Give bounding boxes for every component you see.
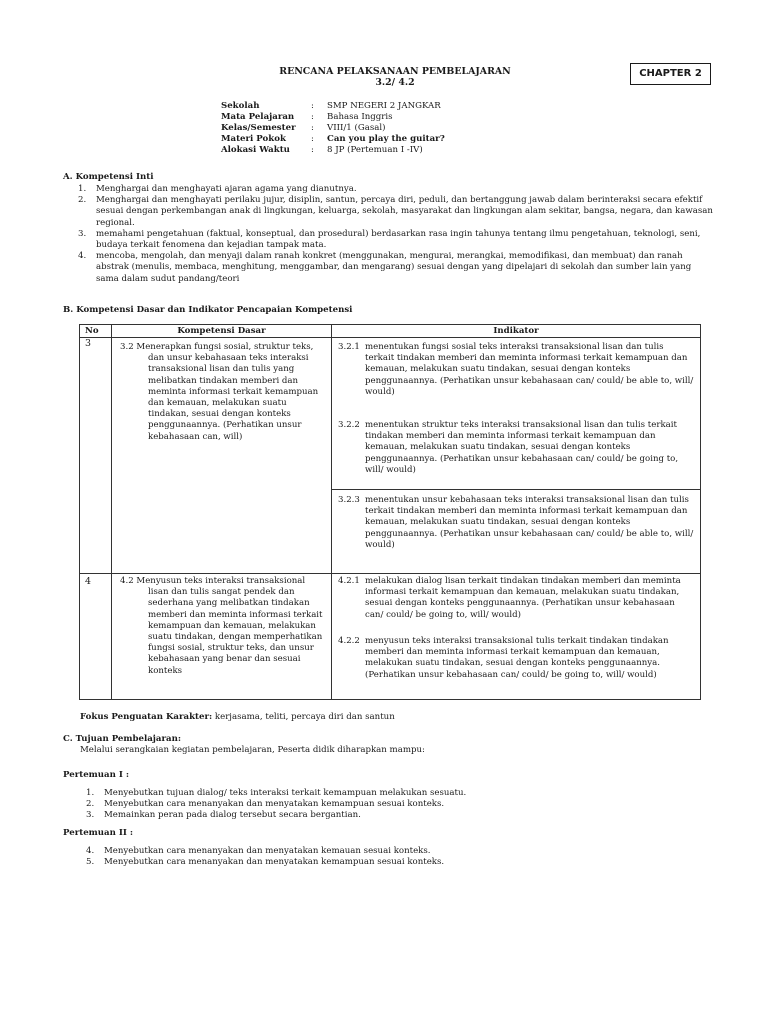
pertemuan-2-heading: Pertemuan II : <box>63 828 134 838</box>
indicator-item <box>332 420 700 476</box>
indicator-code: 3.2.1 <box>338 342 360 352</box>
indikator-cell <box>332 338 701 574</box>
indicator-code: 4.2.1 <box>338 576 360 586</box>
section-a-heading: A. Kompetensi Inti <box>63 172 154 182</box>
list-text: Menyebutkan cara menanyakan dan menyatakan kemampuan sesuai konteks. <box>104 799 445 810</box>
list-item <box>86 799 686 810</box>
list-text: memahami pengetahuan (faktual, konseptual, dan prosedural) berdasarkan rasa ingin tahunya tentang ilmu pengetahuan, teknologi, seni, budaya terkait fenomena dan kejadian tampak mata. <box>96 228 701 251</box>
list-text: Menyebutkan cara menanyakan dan menyatakan kemampuan sesuai konteks. <box>104 857 445 868</box>
section-c-intro: Melalui serangkaian kegiatan pembelajaran, Peserta didik diharapkan mampu: <box>80 745 425 755</box>
identity-separator: : <box>311 145 314 155</box>
identity-value: VIII/1 (Gasal) <box>327 123 386 133</box>
list-number: 4. <box>78 251 87 262</box>
kompetensi-table <box>79 324 701 700</box>
indicator-item <box>332 495 700 551</box>
table-row <box>80 338 701 574</box>
identity-separator: : <box>311 134 314 144</box>
fokus-label: Fokus Penguatan Karakter: <box>80 712 213 722</box>
identity-separator: : <box>311 112 314 122</box>
list-number: 5. <box>86 857 95 868</box>
document-title: RENCANA PELAKSANAAN PEMBELAJARAN <box>279 66 511 77</box>
section-c-heading: C. Tujuan Pembelajaran: <box>63 734 181 744</box>
list-number: 2. <box>78 195 87 206</box>
header-kd: Kompetensi Dasar <box>112 325 332 338</box>
kompetensi-inti-list <box>78 184 714 285</box>
list-item <box>86 788 686 799</box>
indicator-code: 4.2.2 <box>338 636 360 646</box>
list-number: 1. <box>86 788 95 798</box>
indicator-block <box>332 338 700 416</box>
chapter-label: CHAPTER 2 <box>630 63 711 85</box>
document-subtitle: 3.2/ 4.2 <box>375 77 415 88</box>
list-text: Menghargai dan menghayati ajaran agama yang dianutnya. <box>96 184 357 194</box>
fokus-penguatan <box>80 712 716 723</box>
kd-cell <box>112 574 332 700</box>
indicator-text: menyusun teks interaksi transaksional tulis terkait tindakan tindakan memberi dan meminta informasi terkait kemampuan dan kemauan, melakukan suatu tindakan, sesuai dengan konteks penggunaannya. (Perhatikan unsur kebahasaan can/ could/ be going to, will/ would) <box>365 636 669 680</box>
list-number: 3. <box>86 810 95 821</box>
row-number: 4 <box>80 574 112 700</box>
list-item <box>86 810 686 821</box>
identity-value: Bahasa Inggris <box>327 112 393 122</box>
list-item <box>78 251 714 285</box>
row-number: 3 <box>80 338 112 574</box>
kd-text: 3.2 Menerapkan fungsi sosial, struktur teks, dan unsur kebahasaan teks interaksi transaksional lisan dan tulis yang melibatkan tindakan memberi dan meminta informasi terkait kemampuan dan kemauan, melakukan suatu tindakan, sesuai dengan konteks penggunaannya. (Perhatikan unsur kebahasaan can, will) <box>120 342 319 442</box>
list-text: Memainkan peran pada dialog tersebut secara bergantian. <box>104 810 361 821</box>
list-item <box>86 857 686 868</box>
indicator-item <box>332 636 700 681</box>
identity-value: Can you play the guitar? <box>327 134 445 144</box>
indicator-code: 3.2.3 <box>338 495 360 505</box>
list-number: 1. <box>78 184 87 194</box>
section-b-heading: B. Kompetensi Dasar dan Indikator Pencapaian Kompetensi <box>63 305 353 315</box>
list-text: Menyebutkan tujuan dialog/ teks interaksi terkait kemampuan melakukan sesuatu. <box>104 788 467 798</box>
identity-label: Mata Pelajaran <box>221 112 295 122</box>
kd-cell <box>112 338 332 574</box>
indicator-text: menentukan unsur kebahasaan teks interaksi transaksional lisan dan tulis terkait tindakan memberi dan meminta informasi terkait kemampuan dan kemauan, melakukan suatu tindakan, sesuai dengan konteks penggunaannya. (Perhatikan unsur kebahasaan can/ could/ be able to, will/ would) <box>365 495 694 550</box>
list-number: 2. <box>86 799 95 810</box>
list-text: mencoba, mengolah, dan menyaji dalam ranah konkret (menggunakan, mengurai, merangkai, memodifikasi, dan membuat) dan ranah abstrak (menulis, membaca, menghitung, menggambar, dan mengarang) sesuai dengan yang dipelajari di sekolah dan sumber lain yang sama dalam sudut pandang/teori <box>96 251 692 284</box>
indicator-text: melakukan dialog lisan terkait tindakan tindakan memberi dan meminta informasi terkait kemampuan dan kemauan, melakukan suatu tindakan, sesuai dengan konteks penggunaannya. (Perhatikan unsur kebahasaan can/ could/ be going to, will/ would) <box>365 576 681 620</box>
identity-label: Sekolah <box>221 101 260 111</box>
list-item <box>86 846 686 857</box>
list-text: Menyebutkan cara menanyakan dan menyatakan kemauan sesuai konteks. <box>104 846 431 856</box>
kd-text: 4.2 Menyusun teks interaksi transaksional lisan dan tulis sangat pendek dan sederhana yang melibatkan tindakan memberi dan meminta informasi terkait kemampuan dan kemauan, melakukan suatu tindakan, dengan memperhatikan fungsi sosial, struktur teks, dan unsur kebahasaan yang benar dan sesuai konteks <box>120 576 323 676</box>
header-no: No <box>80 325 112 338</box>
pertemuan-1-list <box>86 788 686 822</box>
indicator-text: menentukan struktur teks interaksi transaksional lisan dan tulis terkait tindakan memberi dan meminta informasi terkait kemampuan dan kemauan, melakukan suatu tindakan, sesuai dengan konteks penggunaannya. (Perhatikan unsur kebahasaan can/ could/ be going to, will/ would) <box>365 420 679 475</box>
identity-separator: : <box>311 123 314 133</box>
list-item <box>78 195 714 229</box>
identity-label: Materi Pokok <box>221 134 286 144</box>
indicator-text: menentukan fungsi sosial teks interaksi transaksional lisan dan tulis terkait tindakan memberi dan meminta informasi terkait kemampuan dan kemauan, melakukan suatu tindakan, sesuai dengan konteks penggunaannya. (Perhatikan unsur kebahasaan can/ could/ be able to, will/ would) <box>365 342 694 397</box>
indicator-item <box>332 342 700 398</box>
list-text: Menghargai dan menghayati perilaku jujur, disiplin, santun, percaya diri, peduli, dan bertanggung jawab dalam berinteraksi secara efektif sesuai dengan perkembangan anak di lingkungan, keluarga, sekolah, masyarakat dan lingkungan alam sekitar, bangsa, negara, dan kawasan regional. <box>96 195 713 228</box>
indicator-code: 3.2.2 <box>338 420 360 430</box>
pertemuan-2-list <box>86 846 686 868</box>
list-number: 3. <box>78 228 87 239</box>
indicator-block <box>332 634 700 681</box>
indicator-block <box>332 416 700 489</box>
identity-value: 8 JP (Pertemuan I -IV) <box>327 145 423 155</box>
fokus-text: kerjasama, teliti, percaya diri dan santun <box>212 712 395 722</box>
indikator-cell <box>332 574 701 700</box>
list-number: 4. <box>86 846 95 856</box>
identity-label: Alokasi Waktu <box>221 145 290 155</box>
indicator-block <box>332 574 700 634</box>
identity-label: Kelas/Semester <box>221 123 296 133</box>
identity-value: SMP NEGERI 2 JANGKAR <box>327 101 441 111</box>
table-header-row <box>80 325 701 338</box>
identity-separator: : <box>311 101 314 111</box>
list-item <box>78 229 714 251</box>
pertemuan-1-heading: Pertemuan I : <box>63 770 129 780</box>
header-indikator: Indikator <box>332 325 701 338</box>
table-row <box>80 574 701 700</box>
list-item <box>78 184 714 195</box>
indicator-block <box>332 490 700 551</box>
indicator-item <box>332 576 700 621</box>
